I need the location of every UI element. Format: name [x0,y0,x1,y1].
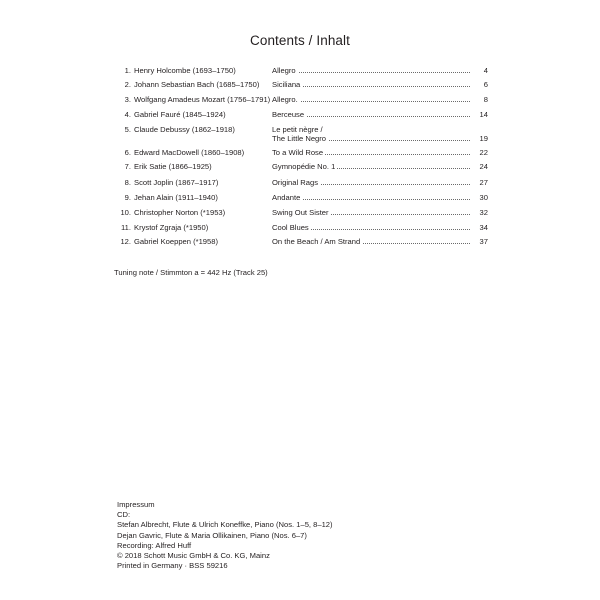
page-number: 27 [470,178,488,187]
piece-title [272,110,488,119]
composer-name: Jehan Alain (1911–1940) [134,193,218,202]
composer-name: Krystof Zgraja (*1950) [134,223,209,232]
piece-title [272,223,488,232]
impressum-line: Stefan Albrecht, Flute & Ulrich Koneffke, Piano (Nos. 1–5, 8–12) [117,520,333,530]
page-number: 34 [470,223,488,232]
dot-leader [272,101,488,102]
composer-name: Henry Holcombe (1693–1750) [134,66,236,75]
piece-title-line: Allegro. [272,95,298,104]
page-number: 4 [470,66,488,75]
entry-number: 10. [120,208,131,217]
page-number: 32 [470,208,488,217]
page-number: 14 [470,110,488,119]
piece-title-line: Gymnopédie No. 1 [272,162,336,171]
entry-number: 3. [124,95,131,104]
piece-title-line: Siciliana [272,80,301,89]
piece-title-line: On the Beach / Am Strand [272,237,361,246]
dot-leader [272,72,488,73]
page-number: 22 [470,148,488,157]
composer-name: Christopher Norton (*1953) [134,208,226,217]
impressum-line: CD: [117,510,131,520]
entry-number: 1. [124,66,131,75]
page-number: 30 [470,193,488,202]
piece-title [272,208,488,217]
piece-title [272,162,488,171]
impressum-line: Printed in Germany · BSS 59216 [117,561,228,571]
piece-title [272,148,488,157]
piece-title-line: Allegro [272,66,296,75]
piece-title-line: The Little Negro [272,134,327,143]
composer-name: Erik Satie (1866–1925) [134,162,212,171]
composer-name: Johann Sebastian Bach (1685–1750) [134,80,260,89]
page-number: 37 [470,237,488,246]
composer-name: Claude Debussy (1862–1918) [134,125,235,134]
page-number: 8 [470,95,488,104]
entry-number: 7. [124,162,131,171]
entry-number: 9. [124,193,131,202]
piece-title [272,95,488,104]
entry-number: 8. [124,178,131,187]
entry-number: 6. [124,148,131,157]
impressum-heading: Impressum [117,500,155,509]
piece-title [272,193,488,202]
impressum-line: Recording: Alfred Huff [117,540,192,550]
page-number: 6 [470,80,488,89]
piece-title-line: To a Wild Rose [272,148,324,157]
composer-name: Gabriel Fauré (1845–1924) [134,110,226,119]
entry-number: 11. [121,223,131,232]
impressum-line: © 2018 Schott Music GmbH & Co. KG, Mainz [117,551,270,561]
impressum-block [117,500,333,571]
piece-title [272,178,488,187]
impressum-line: Dejan Gavric, Flute & Maria Ollikainen, Piano (Nos. 6–7) [117,530,307,540]
entry-number: 4. [124,110,131,119]
piece-title [272,80,488,89]
page-number: 19 [470,134,488,143]
table-of-contents [0,0,600,260]
tuning-note: Tuning note / Stimmton a = 442 Hz (Track 25) [114,268,268,277]
composer-name: Wolfgang Amadeus Mozart (1756–1791) [134,95,271,104]
piece-title-line: Cool Blues [272,223,309,232]
piece-title [272,125,488,143]
piece-title [272,66,488,75]
page-title: Contents / Inhalt [249,33,350,48]
piece-title-line: Berceuse [272,110,305,119]
dot-leader [272,86,488,87]
composer-name: Scott Joplin (1867–1917) [134,178,219,187]
piece-title [272,237,488,246]
composer-name: Edward MacDowell (1860–1908) [134,148,245,157]
entry-number: 12. [120,237,131,246]
piece-title-line: Andante [272,193,301,202]
piece-title-line: Le petit nègre / [272,125,323,134]
piece-title-line: Swing Out Sister [272,208,329,217]
entry-number: 5. [124,125,131,134]
page-number: 24 [470,162,488,171]
composer-name: Gabriel Koeppen (*1958) [134,237,219,246]
dot-leader [272,199,488,200]
entry-number: 2. [124,80,131,89]
piece-title-line: Original Rags [272,178,319,187]
